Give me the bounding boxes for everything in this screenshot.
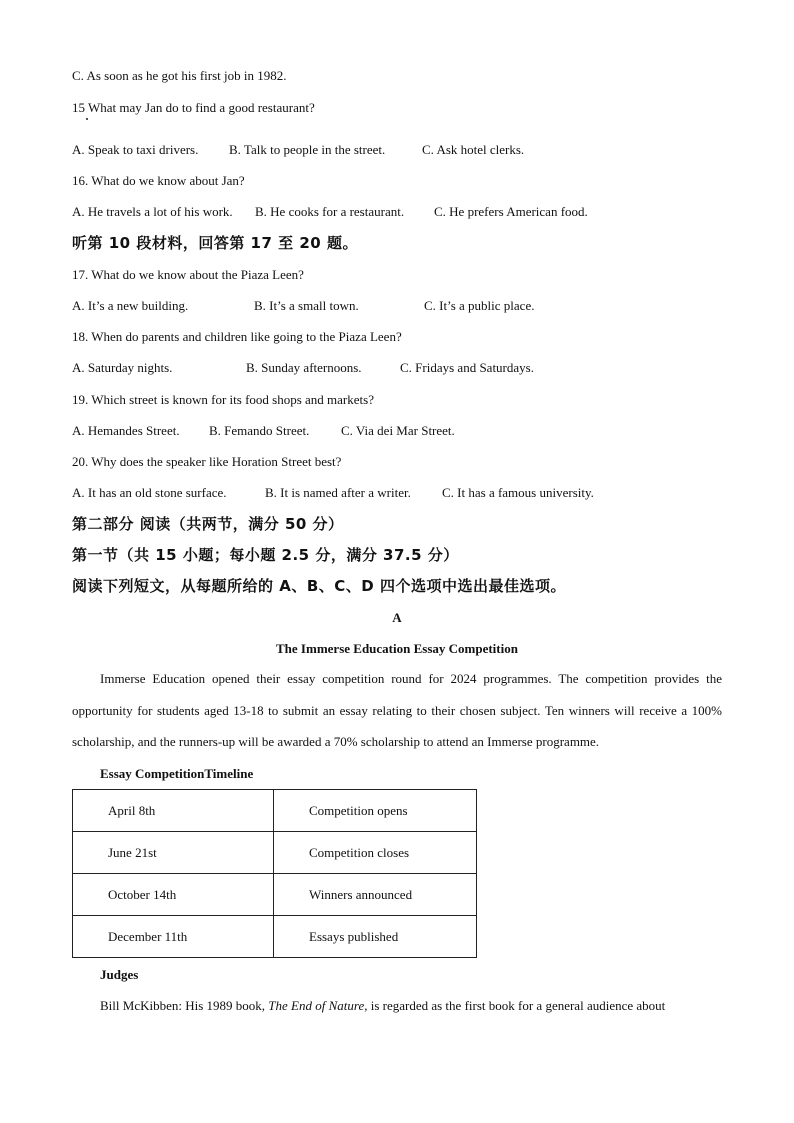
q19-option-a: A. Hemandes Street.	[72, 423, 180, 438]
q19-question: 19. Which street is known for its food shops and markets?	[72, 392, 374, 407]
q19-option-b: B. Femando Street.	[209, 423, 310, 438]
passage-paragraph-1: Immerse Education opened their essay competition round for 2024 programmes. The competition provides the opportunity for students aged 13-18 to submit an essay relating to their chosen subject. Ten winners will receive a 100% scholarship, and the runners-up will be awarded a 70% scholarship to attend an Immerse programme.	[72, 671, 722, 749]
q15-question: 15 What may Jan do to find a good restaurant?	[72, 100, 315, 115]
q19-option-c: C. Via dei Mar Street.	[341, 423, 455, 438]
timeline-event: Competition closes	[274, 832, 477, 874]
timeline-table	[72, 789, 477, 958]
q15-option-b: B. Talk to people in the street.	[229, 142, 386, 157]
q18-question: 18. When do parents and children like going to the Piaza Leen?	[72, 329, 402, 344]
table-row	[73, 832, 477, 874]
q20-option-c: C. It has a famous university.	[442, 485, 594, 500]
judge-1-rest: , is regarded as the first book for a general audience about	[364, 998, 666, 1013]
timeline-event: Essays published	[274, 916, 477, 958]
q16-option-c: C. He prefers American food.	[434, 204, 588, 219]
q18-option-b: B. Sunday afternoons.	[246, 360, 362, 375]
q15-option-a: A. Speak to taxi drivers.	[72, 142, 199, 157]
q17-option-b: B. It’s a small town.	[254, 298, 359, 313]
q15-option-c: C. Ask hotel clerks.	[422, 142, 525, 157]
judge-1-lead: Bill McKibben: His 1989 book,	[100, 998, 269, 1013]
q17-option-c: C. It’s a public place.	[424, 298, 535, 313]
timeline-event: Winners announced	[274, 874, 477, 916]
timeline-date: December 11th	[73, 916, 274, 958]
q16-option-a: A. He travels a lot of his work.	[72, 204, 233, 219]
timeline-date: April 8th	[73, 790, 274, 832]
section1-heading: 第一节（共 15 小题；每小题 2.5 分，满分 37.5 分）	[72, 546, 459, 564]
reading-instruction: 阅读下列短文，从每题所给的 A、B、C、D 四个选项中选出最佳选项。	[72, 577, 566, 595]
stray-mark	[86, 118, 88, 120]
q20-option-a: A. It has an old stone surface.	[72, 485, 227, 500]
q17-option-a: A. It’s a new building.	[72, 298, 189, 313]
judge-1-book-title: The End of Nature	[268, 998, 365, 1013]
timeline-date: June 21st	[73, 832, 274, 874]
section10-heading: 听第 10 段材料，回答第 17 至 20 题。	[72, 234, 358, 252]
table-row	[73, 790, 477, 832]
q14-option-c: C. As soon as he got his first job in 1982.	[72, 68, 287, 83]
table-row	[73, 916, 477, 958]
part2-heading: 第二部分 阅读（共两节，满分 50 分）	[72, 515, 344, 533]
q20-question: 20. Why does the speaker like Horation Street best?	[72, 454, 342, 469]
timeline-event: Competition opens	[274, 790, 477, 832]
q20-option-b: B. It is named after a writer.	[265, 485, 411, 500]
q16-option-b: B. He cooks for a restaurant.	[255, 204, 405, 219]
table-row	[73, 874, 477, 916]
q16-question: 16. What do we know about Jan?	[72, 173, 245, 188]
passage-letter: A	[392, 610, 402, 625]
q18-option-a: A. Saturday nights.	[72, 360, 173, 375]
q17-question: 17. What do we know about the Piaza Leen?	[72, 267, 304, 282]
timeline-heading: Essay CompetitionTimeline	[100, 766, 254, 781]
passage-title: The Immerse Education Essay Competition	[276, 641, 518, 656]
timeline-date: October 14th	[73, 874, 274, 916]
judges-heading: Judges	[100, 967, 139, 982]
q18-option-c: C. Fridays and Saturdays.	[400, 360, 534, 375]
judge-1-text	[100, 998, 665, 1014]
